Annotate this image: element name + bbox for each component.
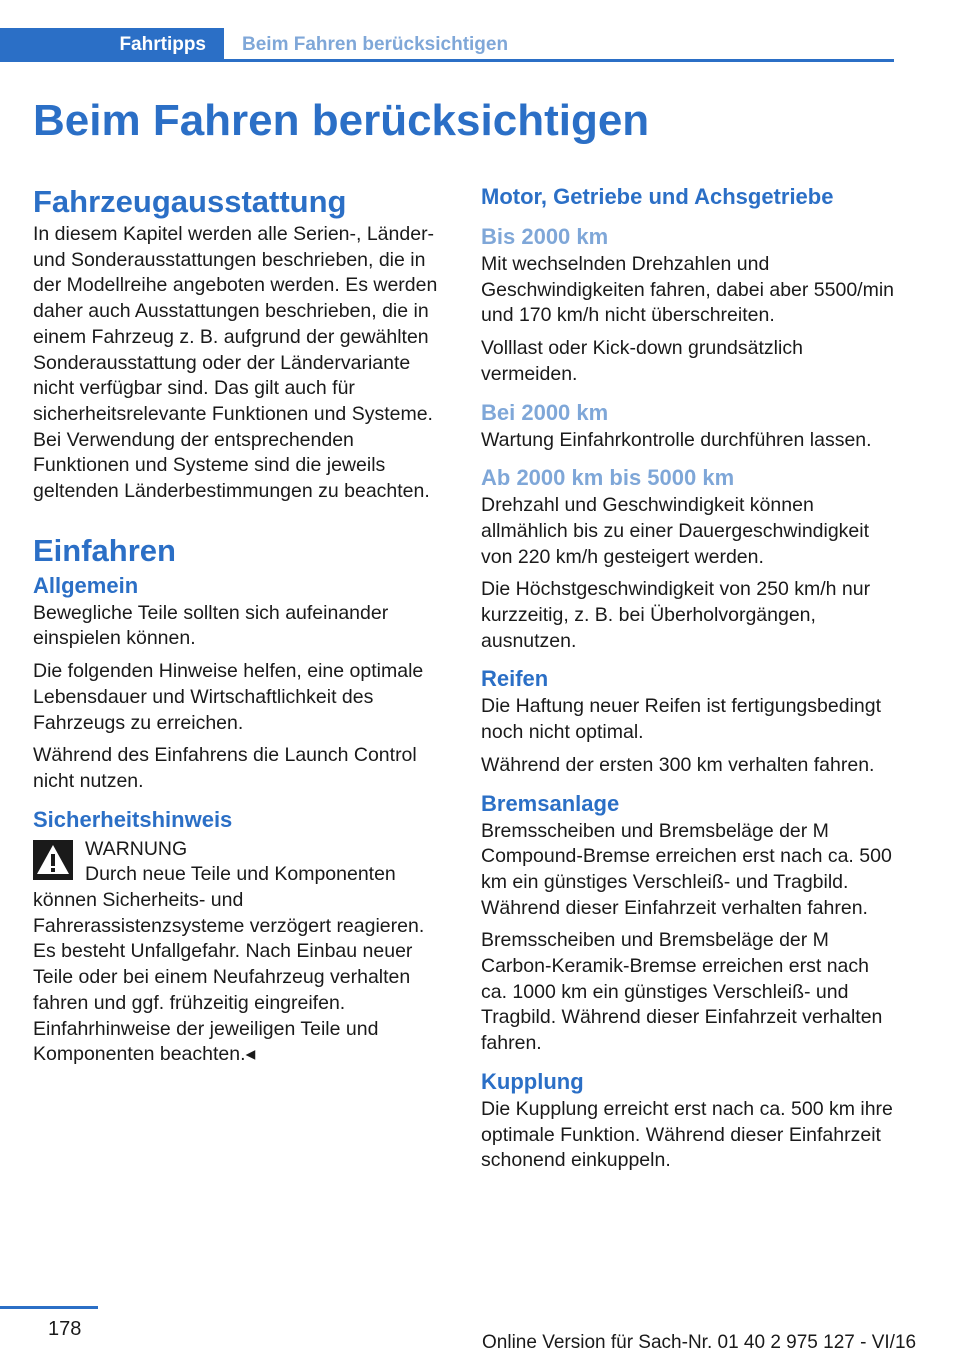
heading-ab-2000-bis-5000-km: Ab 2000 km bis 5000 km [481, 465, 735, 491]
paragraph-allgemein-1: Bewegliche Teile sollten sich aufeinander einspielen können. [33, 601, 389, 650]
paragraph-bremsanlage-1: Bremsscheiben und Bremsbeläge der M Compound-Bremse erreichen erst nach ca. 500 km ein günstiges Verschleiß- und Tragbild. Während dieser Einfahrzeit verhalten fahren. [481, 819, 892, 919]
page-title: Beim Fahren berücksichtigen [33, 96, 650, 145]
right-column [481, 182, 897, 1181]
paragraph-reifen-2: Während der ersten 300 km verhalten fahren. [481, 753, 875, 776]
paragraph-allgemein-3: Während des Einfahrens die Launch Control nicht nutzen. [33, 744, 417, 792]
paragraph-kupplung-1: Die Kupplung erreicht erst nach ca. 500 km ihre optimale Funktion. Während dieser Einfahrzeit schonend einkuppeln. [481, 1097, 893, 1172]
header-section-tab: Fahrtipps [0, 28, 224, 62]
footer-rule [0, 1306, 98, 1309]
heading-kupplung: Kupplung [481, 1068, 584, 1094]
warning-box [33, 837, 449, 1068]
paragraph-allgemein-2: Die folgenden Hinweise helfen, eine optimale Lebensdauer und Wirtschaftlichkeit des Fahrzeugs zu erreichen. [33, 660, 424, 734]
left-column [33, 182, 449, 1068]
heading-allgemein: Allgemein [33, 572, 139, 598]
paragraph-ab-2000-1: Drehzahl und Geschwindigkeit können allmählich bis zu einer Dauergeschwindigkeit von 220 km/h gesteigert werden. [481, 494, 870, 568]
warning-label: WARNUNG [85, 837, 188, 860]
paragraph-ab-2000-2: Die Höchstgeschwindigkeit von 250 km/h nur kurzzeitig, z. B. bei Überholvorgängen, ausnutzen. [481, 578, 871, 652]
warning-triangle-icon [33, 840, 73, 880]
heading-einfahren: Einfahren [33, 532, 176, 568]
page-number: 178 [48, 1318, 82, 1340]
header-rule [224, 59, 894, 62]
paragraph-fahrzeugausstattung: In diesem Kapitel werden alle Serien-, Länder- und Sonderausstattungen beschrieben, die in der Modellreihe angeboten werden. Es werden daher auch Ausstattungen beschrieben, die in einem Fahrzeug z. B. aufgrund der gewählten Sonderausstattung oder der Ländervariante nicht verfügbar sind. Das gilt auch für sicherheitsrelevante Funktionen und Systeme. Bei Verwendung der entsprechenden Funktionen und Systeme sind die jeweils geltenden Länderbestimmungen zu beachten. [33, 223, 438, 503]
header-subsection-label: Beim Fahren berücksichtigen [242, 34, 509, 55]
heading-motor-getriebe: Motor, Getriebe und Achsgetriebe [481, 184, 834, 209]
paragraph-reifen-1: Die Haftung neuer Reifen ist fertigungsbedingt noch nicht optimal. [481, 695, 881, 744]
heading-sicherheitshinweis: Sicherheitshinweis [33, 806, 233, 832]
footer-version-note: Online Version für Sach-Nr. 01 40 2 975 127 - VI/16 [482, 1332, 917, 1353]
heading-reifen: Reifen [481, 666, 549, 692]
paragraph-bremsanlage-2: Bremsscheiben und Bremsbeläge der M Carbon-Keramik-Bremse erreichen erst nach ca. 1000 km ein günstiges Verschleiß- und Tragbild. Während dieser Einfahrzeit verhalten fahren. [481, 929, 883, 1055]
heading-bis-2000-km: Bis 2000 km [481, 224, 609, 249]
paragraph-bei-2000-1: Wartung Einfahrkontrolle durchführen lassen. [481, 428, 872, 451]
paragraph-bis-2000-2: Volllast oder Kick-down grundsätzlich vermeiden. [481, 337, 803, 385]
warning-text: Durch neue Teile und Komponenten können Sicherheits- und Fahrerassistenzsysteme verzögert reagieren. Es besteht Unfallgefahr. Nach Einbau neuer Teile oder bei einem Neufahrzeug verhalten fahren und ggf. frühzeitig eingreifen. Einfahrhinweise der jeweiligen Teile und Komponenten beachten.◂ [33, 863, 425, 1066]
heading-fahrzeugausstattung: Fahrzeugausstattung [33, 184, 347, 219]
page-header [0, 28, 894, 62]
heading-bremsanlage: Bremsanlage [481, 790, 620, 816]
heading-bei-2000-km: Bei 2000 km [481, 399, 609, 425]
paragraph-bis-2000-1: Mit wechselnden Drehzahlen und Geschwindigkeiten fahren, dabei aber 5500/min und 170 km/h nicht überschreiten. [481, 253, 895, 327]
